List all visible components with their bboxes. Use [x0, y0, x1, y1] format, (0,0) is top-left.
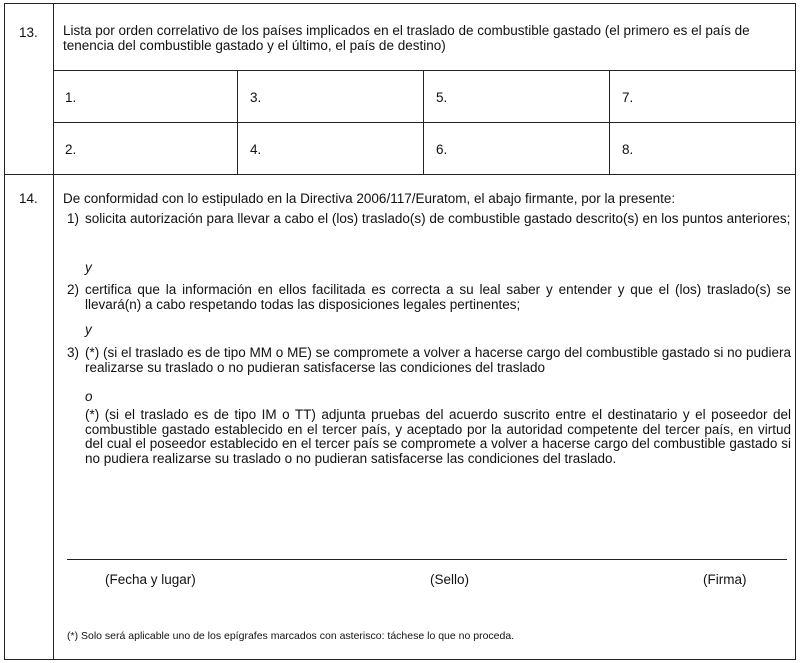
declaration-item-1	[67, 212, 791, 227]
section-14-intro: De conformidad con lo estipulado en la Directiva 2006/117/Euratom, el abajo firmante, por la presente:	[63, 191, 676, 206]
country-grid	[53, 70, 795, 174]
cell-label: 6.	[436, 142, 448, 157]
cell-label: 2.	[65, 142, 77, 157]
country-cell-4[interactable]	[238, 122, 424, 174]
item-text: (*) (si el traslado es de tipo IM o TT) adjunta pruebas del acuerdo suscrito entre el destinatario y el poseedor del combustible gastado establecido en el tercer país, y aceptado por la autoridad competente del tercer país, en virtud del cual el poseedor establecido en el tercer país se compromete a volver a hacerse cargo del combustible gastado si no pudiera realizarse su traslado o no pudieran satisfacerse las condiciones del traslado.	[85, 407, 791, 466]
item-number: 1)	[67, 211, 80, 226]
item-text: certifica que la información en ellos facilitada es correcta a su leal saber y entender y que el (los) traslado(s) se llevará(n) a cabo respetando todas las disposiciones legales pertinentes;	[85, 282, 791, 312]
cell-label: 7.	[622, 90, 634, 105]
declaration-item-2	[67, 283, 791, 312]
seal-label: (Sello)	[430, 572, 470, 587]
section-13-text: Lista por orden correlativo de los países implicados en el traslado de combustible gastado (el primero es el país de tenencia del combustible gastado y el último, el país de destino)	[63, 23, 750, 53]
cell-label: 5.	[436, 90, 448, 105]
signature-label: (Firma)	[703, 572, 747, 587]
cell-label: 3.	[250, 90, 262, 105]
item-number: 3)	[67, 345, 80, 360]
item-text: (*) (si el traslado es de tipo MM o ME) se compromete a volver a hacerse cargo del combustible gastado si no pudiera realizarse su traslado o no pudieran satisfacerse las condiciones del traslado	[85, 345, 791, 375]
section-14-number: 14.	[19, 191, 38, 206]
item-number: 2)	[67, 282, 80, 297]
declaration-item-3-alt	[85, 408, 791, 466]
section-13-number: 13.	[19, 25, 38, 40]
country-cell-8[interactable]	[610, 122, 795, 174]
cell-label: 1.	[65, 90, 77, 105]
country-cell-5[interactable]	[424, 70, 610, 122]
conjunction-o: o	[85, 389, 93, 404]
country-cell-1[interactable]	[53, 70, 238, 122]
declaration-item-3	[67, 346, 791, 375]
footnote: (*) Solo será aplicable uno de los epígrafes marcados con asterisco: táchese lo que no proceda.	[67, 630, 515, 642]
cell-label: 4.	[250, 142, 262, 157]
country-cell-7[interactable]	[610, 70, 795, 122]
country-cell-2[interactable]	[53, 122, 238, 174]
number-column	[5, 4, 54, 659]
conjunction-y: y	[85, 322, 92, 337]
item-text: solicita autorización para llevar a cabo el (los) traslado(s) de combustible gastado descrito(s) en los puntos anteriores;	[85, 211, 791, 226]
signature-line	[67, 559, 787, 560]
date-place-label: (Fecha y lugar)	[105, 572, 196, 587]
country-cell-3[interactable]	[238, 70, 424, 122]
country-cell-6[interactable]	[424, 122, 610, 174]
conjunction-y: y	[85, 260, 92, 275]
section-divider	[5, 174, 795, 175]
form-frame	[4, 3, 796, 660]
cell-label: 8.	[622, 142, 634, 157]
